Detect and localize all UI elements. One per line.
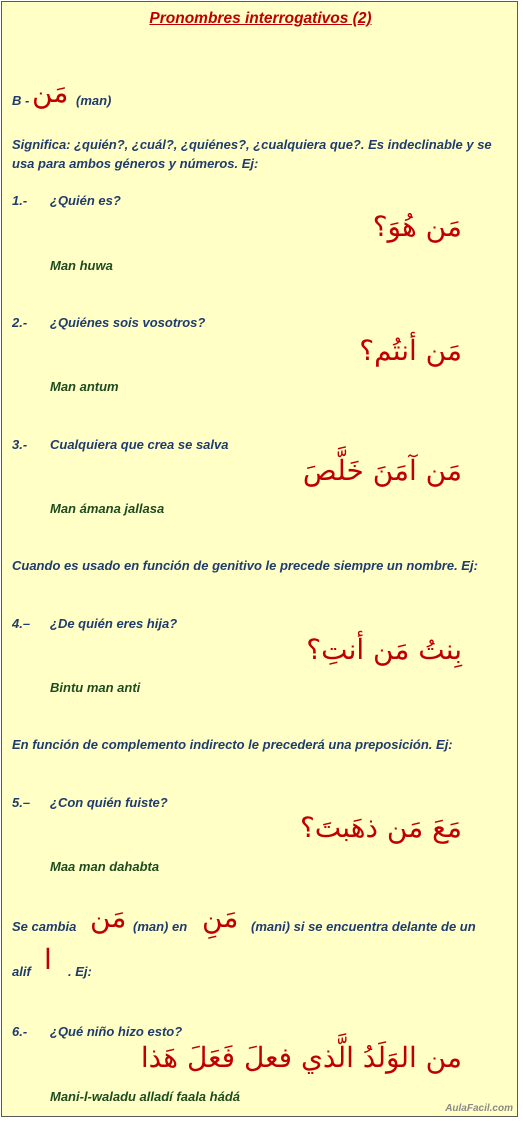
change-note-arabic-man: مَن [90,901,127,934]
example-4-number: 4.– [12,616,31,631]
example-5-question: ¿Con quién fuiste? [50,795,168,810]
example-6-translit: Mani-l-waladu alladí faala hádá [50,1089,240,1104]
example-3-question: Cualquiera que crea se salva [50,437,229,452]
example-2-number: 2.- [12,315,28,330]
change-note-part3: (mani) si se encuentra delante de un [251,919,476,934]
example-2-translit: Man antum [50,379,119,394]
example-2-question: ¿Quiénes sois vosotros? [50,315,206,330]
example-3-arabic: مَن آمَنَ خَلَّصَ [302,454,462,487]
example-5-number: 5.– [12,795,31,810]
change-note-part4: alif [12,964,31,979]
intro-arabic-man: مَن [32,76,69,109]
example-6-question: ¿Qué niño hizo esto? [50,1024,183,1039]
intro-translit: (man) [76,93,112,108]
example-4-arabic: بِنتُ مَن أنتِ؟ [306,633,462,666]
example-6-number: 6.- [12,1024,28,1039]
example-1-question: ¿Quién es? [50,193,121,208]
change-note-arabic-alif: ا [44,943,52,976]
genitive-note: Cuando es usado en función de genitivo le precede siempre un nombre. Ej: [12,558,478,573]
change-note-part2: (man) en [133,919,188,934]
example-3-translit: Man ámana jallasa [50,501,165,516]
indirect-note: En función de complemento indirecto le precederá una preposición. Ej: [12,737,453,752]
document-page [1,1,518,1117]
example-4-question: ¿De quién eres hija? [50,616,178,631]
example-1-number: 1.- [12,193,28,208]
example-1-arabic: مَن هُوَ؟ [372,210,462,243]
change-note-part1: Se cambia [12,919,77,934]
example-1-translit: Man huwa [50,258,113,273]
meaning-paragraph: Significa: ¿quién?, ¿cuál?, ¿quiénes?, ¿cualquiera que?. Es indeclinable y se usa para ambos géneros y números. Ej: [12,137,492,171]
example-6-arabic: من الوَلَدُ الَّذي فعلَ فَعَلَ هَذا [140,1041,462,1074]
example-5-translit: Maa man dahabta [50,859,160,874]
intro-prefix: B - [12,93,30,108]
page-title: Pronombres interrogativos (2) [149,10,372,27]
site-watermark: AulaFacil.com [445,1103,513,1114]
example-3-number: 3.- [12,437,28,452]
example-4-translit: Bintu man anti [50,680,141,695]
change-note-arabic-mani: مَنِ [202,901,239,934]
change-note-part5: . Ej: [68,964,92,979]
example-5-arabic: مَعَ مَن ذهَبتَ؟ [299,811,462,844]
example-2-arabic: مَن أنتُم؟ [359,334,462,367]
